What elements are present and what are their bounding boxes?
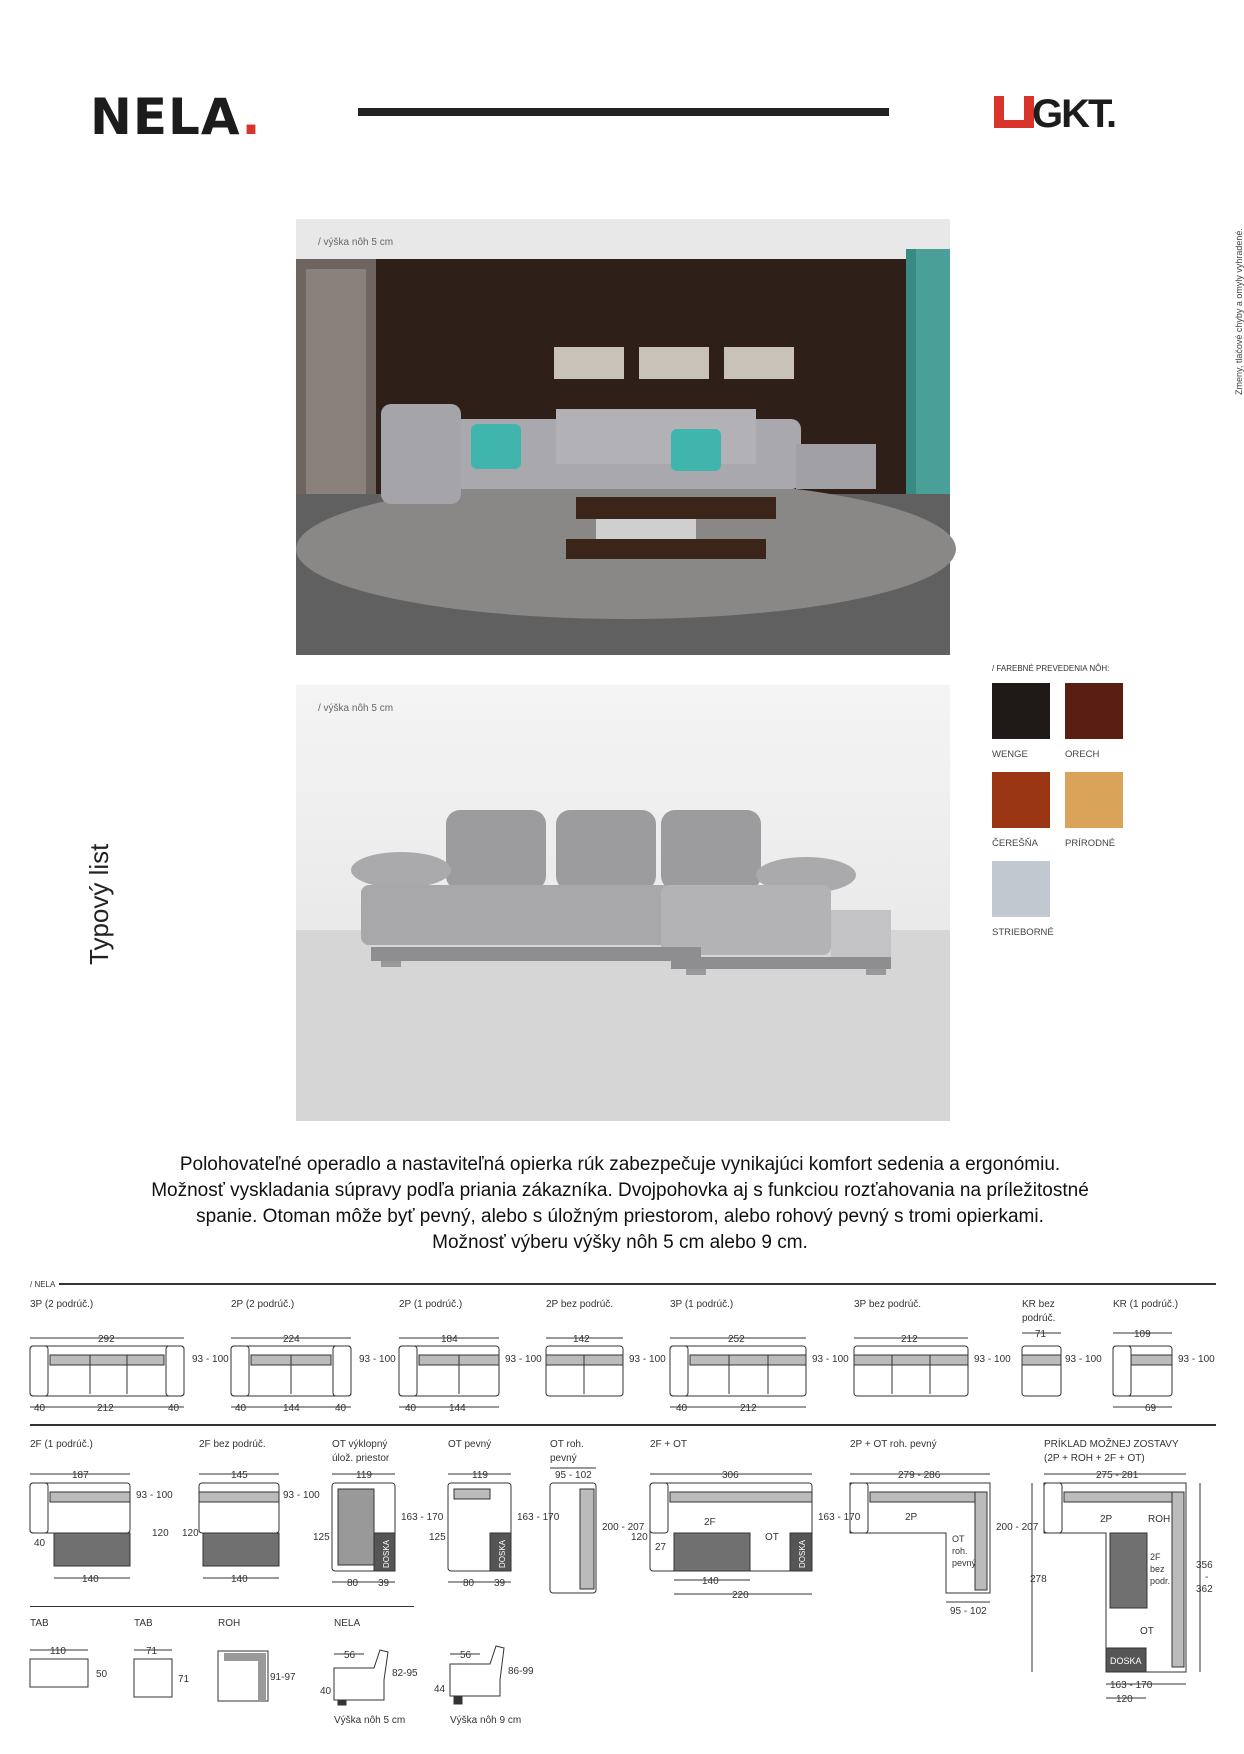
svg-text:2P (2 podrúč.): 2P (2 podrúč.) xyxy=(231,1299,295,1310)
svg-text:140: 140 xyxy=(702,1576,719,1587)
svg-text:125: 125 xyxy=(429,1532,446,1543)
diagram-ot-vyklopny xyxy=(313,1439,444,1589)
swatch-title: / FAREBNÉ PREVEDENIA NÔH: xyxy=(992,664,1110,673)
svg-text:40: 40 xyxy=(34,1538,46,1549)
diagram-2p-ot-roh xyxy=(850,1439,1039,1617)
brand-title: NELA. xyxy=(90,88,262,146)
svg-text:125: 125 xyxy=(313,1532,330,1543)
svg-text:184: 184 xyxy=(441,1334,458,1345)
diagram-2p-2 xyxy=(231,1299,396,1414)
side-title: Typový list xyxy=(84,843,114,965)
svg-text:93 - 100: 93 - 100 xyxy=(192,1354,229,1365)
svg-text:275 - 281: 275 - 281 xyxy=(1096,1470,1139,1481)
svg-text:306: 306 xyxy=(722,1470,739,1481)
svg-text:71: 71 xyxy=(178,1674,190,1685)
description-line: spanie. Otoman môže byť pevný, alebo s úložným priestorom, alebo rohový pevný s tromi opierkami. xyxy=(196,1206,1044,1227)
svg-text:119: 119 xyxy=(472,1470,488,1481)
side-note: Zmeny, tlačové chyby a omyly vyhradené. xyxy=(1234,228,1244,395)
svg-text:144: 144 xyxy=(283,1403,300,1414)
svg-text:40: 40 xyxy=(676,1403,688,1414)
svg-text:40: 40 xyxy=(168,1403,180,1414)
svg-text:144: 144 xyxy=(449,1403,466,1414)
diagram-ot-pevny xyxy=(429,1439,560,1589)
svg-text:56: 56 xyxy=(460,1650,472,1661)
svg-text:163 - 170: 163 - 170 xyxy=(517,1512,560,1523)
svg-text:40: 40 xyxy=(235,1403,247,1414)
logo-text: GKT. xyxy=(1032,92,1116,136)
diagram-ot-rohovy xyxy=(550,1439,645,1593)
svg-text:2P + OT roh. pevný: 2P + OT roh. pevný xyxy=(850,1439,937,1450)
diagram-nela-9cm xyxy=(434,1646,534,1726)
svg-text:95 - 102: 95 - 102 xyxy=(555,1470,592,1481)
svg-text:OT: OT xyxy=(765,1532,779,1543)
svg-text:DOSKA: DOSKA xyxy=(382,1539,391,1568)
diagram-roh xyxy=(218,1618,296,1701)
description-line: Možnosť vyskladania súpravy podľa priania zákazníka. Dvojpohovka aj s funkciou rozťahovania na príležitostné xyxy=(151,1180,1089,1201)
svg-text:109: 109 xyxy=(1134,1329,1151,1340)
svg-text:-: - xyxy=(1205,1572,1209,1583)
svg-text:40: 40 xyxy=(335,1403,347,1414)
svg-text:163 - 170: 163 - 170 xyxy=(818,1512,861,1523)
svg-text:2P: 2P xyxy=(905,1512,918,1523)
svg-text:224: 224 xyxy=(283,1334,300,1345)
svg-text:2F + OT: 2F + OT xyxy=(650,1439,687,1450)
svg-text:200 - 207: 200 - 207 xyxy=(996,1522,1039,1533)
svg-text:80: 80 xyxy=(347,1578,359,1589)
svg-text:ROH: ROH xyxy=(218,1618,241,1629)
svg-text:362: 362 xyxy=(1196,1584,1213,1595)
svg-text:(2P + ROH + 2F + OT): (2P + ROH + 2F + OT) xyxy=(1044,1453,1145,1464)
svg-text:OT roh.: OT roh. xyxy=(550,1439,584,1450)
diagram-2p-0 xyxy=(546,1299,666,1396)
svg-text:200 - 207: 200 - 207 xyxy=(602,1522,645,1533)
diagram-kr-1 xyxy=(1113,1299,1215,1414)
svg-text:82-95: 82-95 xyxy=(392,1668,418,1679)
svg-text:163 - 170: 163 - 170 xyxy=(401,1512,444,1523)
description-line: Polohovateľné operadlo a nastaviteľná opierka rúk zabezpečuje vynikajúci komfort sedenia a ergonómiu. xyxy=(179,1154,1061,1175)
svg-text:pevný: pevný xyxy=(952,1558,977,1568)
svg-text:145: 145 xyxy=(231,1470,248,1481)
svg-text:120: 120 xyxy=(152,1528,169,1539)
svg-text:PRÍKLAD MOŽNEJ ZOSTAVY: PRÍKLAD MOŽNEJ ZOSTAVY xyxy=(1044,1439,1179,1450)
svg-text:NELA: NELA xyxy=(334,1618,361,1629)
svg-text:KR (1 podrúč.): KR (1 podrúč.) xyxy=(1113,1299,1179,1310)
svg-text:2P: 2P xyxy=(1100,1514,1113,1525)
svg-text:44: 44 xyxy=(434,1684,446,1695)
svg-text:úlož. priestor: úlož. priestor xyxy=(332,1453,390,1464)
svg-text:TAB: TAB xyxy=(134,1618,153,1629)
diagram-3p-2 xyxy=(30,1299,229,1414)
svg-text:93 - 100: 93 - 100 xyxy=(505,1354,542,1365)
svg-text:DOSKA: DOSKA xyxy=(1110,1656,1142,1666)
svg-text:80: 80 xyxy=(463,1578,475,1589)
svg-text:86-99: 86-99 xyxy=(508,1666,534,1677)
svg-text:212: 212 xyxy=(97,1403,114,1414)
svg-text:bez: bez xyxy=(1150,1564,1165,1574)
svg-text:110: 110 xyxy=(50,1646,66,1657)
svg-text:ROH: ROH xyxy=(1148,1514,1171,1525)
svg-text:2F bez podrúč.: 2F bez podrúč. xyxy=(199,1439,266,1450)
svg-text:2F: 2F xyxy=(704,1517,716,1528)
svg-text:279 - 286: 279 - 286 xyxy=(898,1470,941,1481)
svg-text:278: 278 xyxy=(1030,1574,1047,1585)
svg-text:39: 39 xyxy=(494,1578,506,1589)
section-label: / NELA xyxy=(30,1278,59,1292)
svg-text:93 - 100: 93 - 100 xyxy=(283,1490,320,1501)
svg-text:podr.: podr. xyxy=(1150,1576,1171,1586)
svg-text:93 - 100: 93 - 100 xyxy=(1065,1354,1102,1365)
diagram-3p-0 xyxy=(854,1299,1011,1396)
svg-text:OT: OT xyxy=(952,1534,965,1544)
svg-text:119: 119 xyxy=(356,1470,372,1481)
svg-text:212: 212 xyxy=(740,1403,757,1414)
diagram-2f-1 xyxy=(30,1439,173,1585)
diagram-tab-2 xyxy=(134,1618,190,1697)
svg-text:71: 71 xyxy=(1035,1329,1047,1340)
diagram-2p-1 xyxy=(399,1299,542,1414)
svg-text:140: 140 xyxy=(231,1574,248,1585)
diagram-3p-1 xyxy=(670,1299,849,1414)
svg-text:2F (1 podrúč.): 2F (1 podrúč.) xyxy=(30,1439,93,1450)
photo-tag: / výška nôh 5 cm xyxy=(318,703,394,714)
diagram-nela-5cm xyxy=(320,1618,418,1726)
svg-text:93 - 100: 93 - 100 xyxy=(136,1490,173,1501)
svg-text:91-97: 91-97 xyxy=(270,1672,296,1683)
svg-text:292: 292 xyxy=(98,1334,115,1345)
svg-text:56: 56 xyxy=(344,1650,356,1661)
svg-text:KR bez: KR bez xyxy=(1022,1299,1055,1310)
diagram-2f-0 xyxy=(182,1439,320,1585)
description-line: Možnosť výberu výšky nôh 5 cm alebo 9 cm. xyxy=(432,1232,808,1253)
svg-text:187: 187 xyxy=(72,1470,89,1481)
svg-text:39: 39 xyxy=(378,1578,390,1589)
svg-text:93 - 100: 93 - 100 xyxy=(812,1354,849,1365)
svg-text:2P bez podrúč.: 2P bez podrúč. xyxy=(546,1299,614,1310)
svg-text:220: 220 xyxy=(732,1590,749,1601)
svg-text:120: 120 xyxy=(1116,1694,1133,1705)
svg-text:2P (1 podrúč.): 2P (1 podrúč.) xyxy=(399,1299,463,1310)
svg-text:93 - 100: 93 - 100 xyxy=(1178,1354,1215,1365)
svg-text:93 - 100: 93 - 100 xyxy=(629,1354,666,1365)
svg-text:120: 120 xyxy=(182,1528,199,1539)
svg-text:OT výklopný: OT výklopný xyxy=(332,1439,388,1450)
svg-text:Výška nôh 9 cm: Výška nôh 9 cm xyxy=(450,1715,522,1726)
diagram-2f-ot xyxy=(631,1439,861,1601)
svg-text:120: 120 xyxy=(631,1532,648,1543)
svg-text:212: 212 xyxy=(901,1334,918,1345)
svg-text:142: 142 xyxy=(573,1334,590,1345)
svg-text:69: 69 xyxy=(1145,1403,1157,1414)
svg-text:40: 40 xyxy=(405,1403,417,1414)
svg-text:50: 50 xyxy=(96,1669,108,1680)
svg-text:40: 40 xyxy=(34,1403,46,1414)
svg-text:roh.: roh. xyxy=(952,1546,968,1556)
svg-text:3P (1 podrúč.): 3P (1 podrúč.) xyxy=(670,1299,734,1310)
svg-text:95 - 102: 95 - 102 xyxy=(950,1606,987,1617)
svg-text:163 - 170: 163 - 170 xyxy=(1110,1680,1153,1691)
svg-text:podrúč.: podrúč. xyxy=(1022,1313,1056,1324)
photo-tag: / výška nôh 5 cm xyxy=(318,237,394,248)
svg-text:140: 140 xyxy=(82,1574,99,1585)
svg-text:27: 27 xyxy=(655,1542,667,1553)
svg-text:OT: OT xyxy=(1140,1626,1154,1637)
svg-text:pevný: pevný xyxy=(550,1453,577,1464)
svg-text:3P bez podrúč.: 3P bez podrúč. xyxy=(854,1299,922,1310)
svg-text:2F: 2F xyxy=(1150,1552,1161,1562)
diagram-kr-0 xyxy=(1022,1299,1102,1396)
svg-text:93 - 100: 93 - 100 xyxy=(359,1354,396,1365)
svg-text:DOSKA: DOSKA xyxy=(798,1539,807,1568)
svg-text:Výška nôh 5 cm: Výška nôh 5 cm xyxy=(334,1715,406,1726)
svg-text:71: 71 xyxy=(146,1646,158,1657)
svg-text:356: 356 xyxy=(1196,1560,1213,1571)
svg-text:TAB: TAB xyxy=(30,1618,49,1629)
svg-text:252: 252 xyxy=(728,1334,745,1345)
svg-text:40: 40 xyxy=(320,1686,332,1697)
svg-text:OT pevný: OT pevný xyxy=(448,1439,492,1450)
diagram-tab-1 xyxy=(30,1618,108,1687)
svg-text:3P (2 podrúč.): 3P (2 podrúč.) xyxy=(30,1299,94,1310)
diagram-priklad-zostavy xyxy=(1030,1437,1213,1705)
svg-text:93 - 100: 93 - 100 xyxy=(974,1354,1011,1365)
svg-text:DOSKA: DOSKA xyxy=(498,1539,507,1568)
